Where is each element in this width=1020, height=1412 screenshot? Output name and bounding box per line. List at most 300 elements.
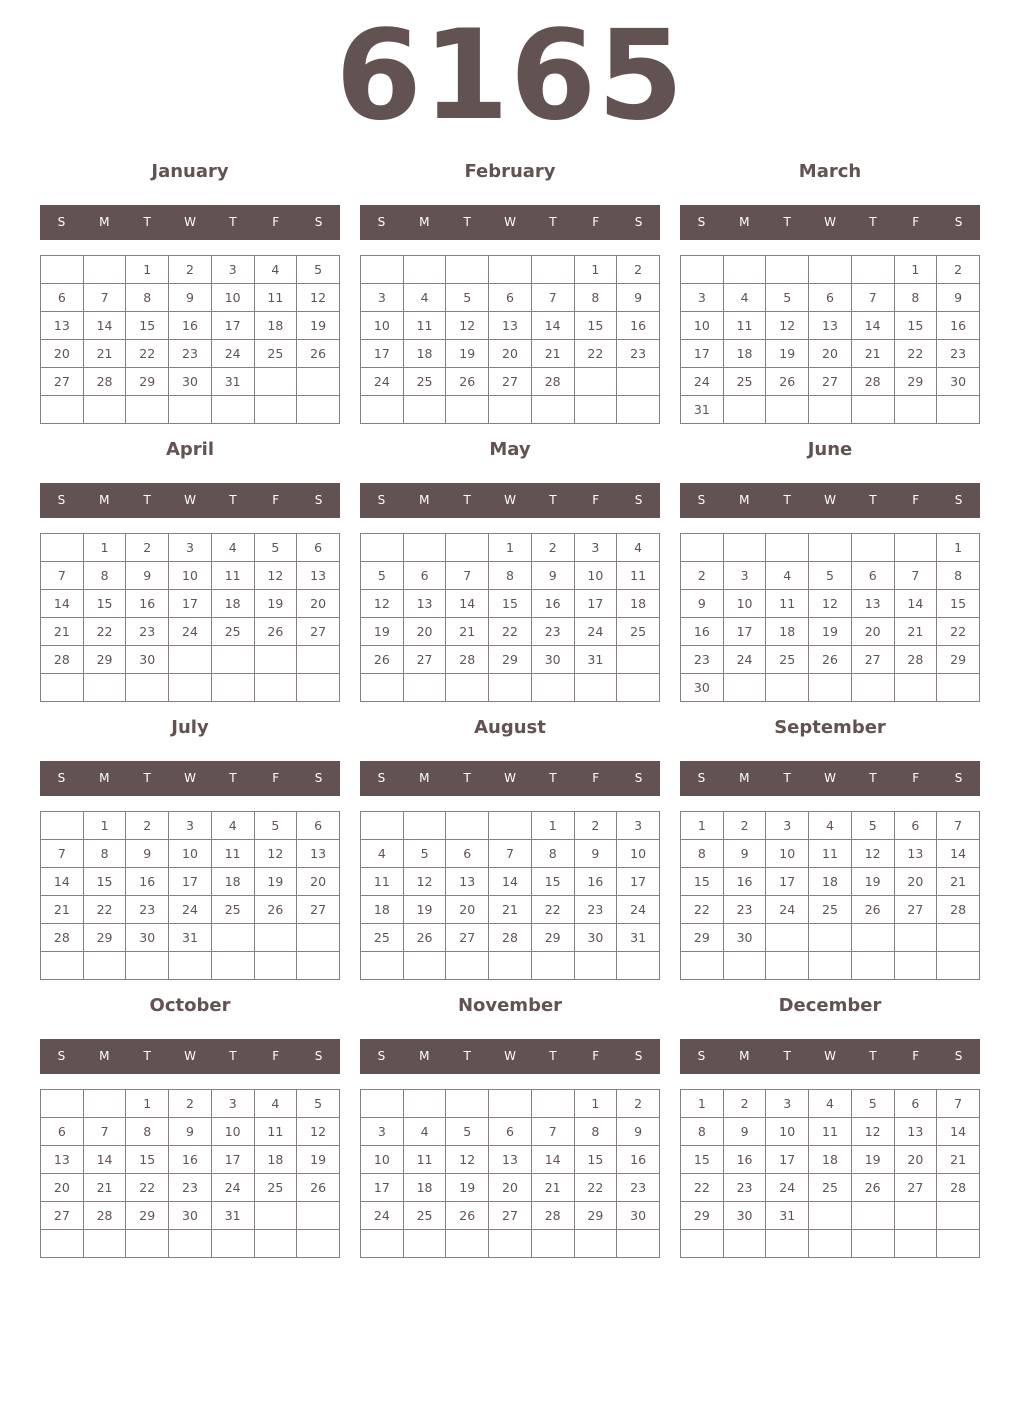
week-row: [361, 812, 660, 840]
day-cell: 1: [681, 1090, 724, 1118]
day-cell: 20: [894, 1146, 937, 1174]
day-cell: 4: [403, 1118, 446, 1146]
weekday-label: W: [504, 493, 516, 507]
day-cell: 12: [403, 868, 446, 896]
day-cell: 17: [169, 590, 212, 618]
day-cell: 10: [169, 840, 212, 868]
week-row: [361, 1118, 660, 1146]
day-cell: 14: [894, 590, 937, 618]
empty-day-cell: [894, 1202, 937, 1230]
day-cell: 5: [297, 1090, 340, 1118]
day-cell: 28: [41, 646, 84, 674]
day-cell: 22: [489, 618, 532, 646]
empty-day-cell: [937, 1230, 980, 1258]
week-row: [681, 1146, 980, 1174]
day-cell: 12: [851, 840, 894, 868]
weekday-label: M: [739, 215, 750, 229]
day-cell: 24: [723, 646, 766, 674]
day-cell: 29: [574, 1202, 617, 1230]
week-row: [41, 562, 340, 590]
day-cell: 25: [723, 368, 766, 396]
weekday-label: S: [377, 215, 386, 229]
day-cell: 26: [766, 368, 809, 396]
day-cell: 21: [937, 1146, 980, 1174]
day-cell: 18: [723, 340, 766, 368]
weekday-header: [360, 205, 660, 240]
day-cell: 23: [169, 1174, 212, 1202]
day-cell: 9: [681, 590, 724, 618]
day-cell: 12: [297, 1118, 340, 1146]
day-cell: 27: [41, 1202, 84, 1230]
week-row: [41, 812, 340, 840]
day-cell: 27: [446, 924, 489, 952]
day-cell: 29: [937, 646, 980, 674]
week-row: [681, 840, 980, 868]
day-cell: 2: [126, 534, 169, 562]
day-cell: 23: [617, 340, 660, 368]
weekday-label: F: [272, 493, 280, 507]
weekday-header: [680, 483, 980, 518]
day-cell: 4: [766, 562, 809, 590]
empty-day-cell: [894, 952, 937, 980]
day-grid: [360, 1089, 660, 1258]
empty-day-cell: [169, 674, 212, 702]
week-row: [681, 1230, 980, 1258]
day-cell: 23: [723, 896, 766, 924]
day-cell: 16: [169, 1146, 212, 1174]
empty-day-cell: [446, 534, 489, 562]
week-row: [41, 618, 340, 646]
day-cell: 19: [403, 896, 446, 924]
day-cell: 16: [126, 590, 169, 618]
weekday-label: F: [912, 215, 920, 229]
day-cell: 13: [297, 562, 340, 590]
day-cell: 25: [361, 924, 404, 952]
weekday-label: M: [739, 771, 750, 785]
empty-day-cell: [254, 1202, 297, 1230]
weekday-label: W: [184, 215, 196, 229]
day-cell: 12: [254, 840, 297, 868]
day-cell: 11: [211, 840, 254, 868]
day-cell: 16: [723, 1146, 766, 1174]
empty-day-cell: [211, 952, 254, 980]
day-cell: 2: [937, 256, 980, 284]
empty-day-cell: [489, 674, 532, 702]
empty-day-cell: [361, 396, 404, 424]
week-row: [41, 1174, 340, 1202]
day-cell: 20: [446, 896, 489, 924]
day-cell: 23: [126, 896, 169, 924]
weekday-label: M: [99, 771, 110, 785]
day-cell: 28: [851, 368, 894, 396]
day-cell: 23: [617, 1174, 660, 1202]
empty-day-cell: [766, 256, 809, 284]
empty-day-cell: [851, 1230, 894, 1258]
empty-day-cell: [617, 674, 660, 702]
weekday-label: T: [549, 1049, 557, 1063]
month-name: March: [798, 161, 862, 182]
day-cell: 15: [574, 312, 617, 340]
day-cell: 29: [681, 924, 724, 952]
day-cell: 2: [169, 1090, 212, 1118]
empty-day-cell: [574, 368, 617, 396]
day-cell: 22: [894, 340, 937, 368]
day-cell: 28: [531, 368, 574, 396]
day-cell: 19: [297, 312, 340, 340]
day-cell: 27: [809, 368, 852, 396]
day-cell: 5: [851, 812, 894, 840]
empty-day-cell: [446, 952, 489, 980]
empty-day-cell: [446, 674, 489, 702]
day-cell: 1: [83, 534, 126, 562]
day-cell: 21: [446, 618, 489, 646]
day-cell: 12: [446, 312, 489, 340]
empty-day-cell: [681, 256, 724, 284]
day-cell: 20: [489, 340, 532, 368]
weekday-label: W: [184, 493, 196, 507]
day-cell: 19: [446, 340, 489, 368]
day-cell: 5: [446, 284, 489, 312]
day-cell: 22: [574, 1174, 617, 1202]
day-cell: 28: [489, 924, 532, 952]
day-cell: 6: [297, 812, 340, 840]
weekday-label: S: [634, 771, 643, 785]
day-cell: 13: [41, 1146, 84, 1174]
day-cell: 22: [531, 896, 574, 924]
day-cell: 15: [126, 1146, 169, 1174]
day-cell: 8: [681, 1118, 724, 1146]
weekday-label: M: [419, 493, 430, 507]
day-cell: 23: [681, 646, 724, 674]
weekday-label: S: [314, 1049, 323, 1063]
day-cell: 23: [169, 340, 212, 368]
week-row: [681, 812, 980, 840]
week-row: [681, 618, 980, 646]
month-name: August: [474, 717, 546, 738]
day-cell: 3: [766, 812, 809, 840]
day-cell: 10: [361, 1146, 404, 1174]
weekday-label: W: [504, 1049, 516, 1063]
weekday-label: T: [783, 493, 791, 507]
weekday-label: W: [824, 493, 836, 507]
weekday-label: F: [912, 493, 920, 507]
day-cell: 8: [894, 284, 937, 312]
empty-day-cell: [403, 1090, 446, 1118]
empty-day-cell: [41, 674, 84, 702]
day-cell: 10: [766, 1118, 809, 1146]
day-cell: 27: [297, 896, 340, 924]
week-row: [361, 312, 660, 340]
day-cell: 30: [169, 368, 212, 396]
week-row: [681, 1090, 980, 1118]
day-cell: 27: [489, 1202, 532, 1230]
day-cell: 6: [851, 562, 894, 590]
week-row: [681, 312, 980, 340]
day-cell: 4: [211, 534, 254, 562]
empty-day-cell: [83, 1090, 126, 1118]
month-name: September: [774, 717, 886, 738]
weekday-label: F: [592, 1049, 600, 1063]
day-cell: 11: [361, 868, 404, 896]
empty-day-cell: [446, 812, 489, 840]
weekday-label: S: [634, 493, 643, 507]
day-cell: 6: [894, 1090, 937, 1118]
empty-day-cell: [403, 1230, 446, 1258]
weekday-label: T: [143, 215, 151, 229]
day-cell: 29: [126, 1202, 169, 1230]
week-row: [361, 256, 660, 284]
empty-day-cell: [297, 396, 340, 424]
day-cell: 22: [681, 1174, 724, 1202]
day-grid: [40, 255, 340, 424]
empty-day-cell: [809, 674, 852, 702]
day-cell: 23: [126, 618, 169, 646]
empty-day-cell: [851, 534, 894, 562]
day-cell: 2: [617, 256, 660, 284]
day-cell: 31: [169, 924, 212, 952]
weekday-label: F: [592, 771, 600, 785]
empty-day-cell: [41, 396, 84, 424]
day-cell: 15: [574, 1146, 617, 1174]
weekday-label: S: [697, 1049, 706, 1063]
day-cell: 24: [169, 618, 212, 646]
day-cell: 20: [297, 590, 340, 618]
empty-day-cell: [126, 674, 169, 702]
day-cell: 21: [851, 340, 894, 368]
month-name: February: [464, 161, 556, 182]
weekday-label: M: [739, 493, 750, 507]
week-row: [41, 924, 340, 952]
day-cell: 13: [489, 312, 532, 340]
day-cell: 26: [361, 646, 404, 674]
day-cell: 17: [169, 868, 212, 896]
day-cell: 25: [403, 1202, 446, 1230]
week-row: [361, 534, 660, 562]
week-row: [41, 1146, 340, 1174]
day-cell: 10: [361, 312, 404, 340]
day-cell: 13: [809, 312, 852, 340]
week-row: [361, 284, 660, 312]
month-name: December: [778, 995, 882, 1016]
empty-day-cell: [894, 534, 937, 562]
day-cell: 9: [937, 284, 980, 312]
empty-day-cell: [403, 812, 446, 840]
day-cell: 15: [681, 1146, 724, 1174]
day-cell: 5: [809, 562, 852, 590]
day-cell: 28: [937, 1174, 980, 1202]
week-row: [361, 896, 660, 924]
week-row: [361, 1202, 660, 1230]
day-cell: 7: [851, 284, 894, 312]
empty-day-cell: [766, 674, 809, 702]
day-cell: 5: [297, 256, 340, 284]
week-row: [361, 646, 660, 674]
day-cell: 6: [41, 284, 84, 312]
day-cell: 1: [126, 256, 169, 284]
day-cell: 5: [361, 562, 404, 590]
day-cell: 10: [723, 590, 766, 618]
empty-day-cell: [617, 396, 660, 424]
day-cell: 7: [83, 284, 126, 312]
empty-day-cell: [574, 674, 617, 702]
empty-day-cell: [574, 952, 617, 980]
day-cell: 30: [126, 646, 169, 674]
empty-day-cell: [723, 1230, 766, 1258]
empty-day-cell: [211, 924, 254, 952]
empty-day-cell: [489, 1090, 532, 1118]
day-cell: 11: [403, 312, 446, 340]
day-cell: 25: [809, 1174, 852, 1202]
day-cell: 20: [403, 618, 446, 646]
day-cell: 7: [894, 562, 937, 590]
weekday-label: F: [592, 493, 600, 507]
day-cell: 31: [211, 368, 254, 396]
day-cell: 22: [126, 340, 169, 368]
day-cell: 4: [403, 284, 446, 312]
day-cell: 8: [531, 840, 574, 868]
day-cell: 4: [361, 840, 404, 868]
day-cell: 11: [211, 562, 254, 590]
day-cell: 7: [531, 1118, 574, 1146]
day-cell: 19: [446, 1174, 489, 1202]
weekday-label: S: [634, 215, 643, 229]
day-cell: 16: [574, 868, 617, 896]
empty-day-cell: [617, 368, 660, 396]
weekday-label: T: [463, 771, 471, 785]
day-cell: 15: [937, 590, 980, 618]
day-cell: 5: [851, 1090, 894, 1118]
empty-day-cell: [446, 1090, 489, 1118]
day-cell: 24: [766, 896, 809, 924]
week-row: [361, 1230, 660, 1258]
empty-day-cell: [723, 674, 766, 702]
empty-day-cell: [211, 1230, 254, 1258]
empty-day-cell: [297, 952, 340, 980]
weekday-header: [40, 483, 340, 518]
day-cell: 17: [617, 868, 660, 896]
empty-day-cell: [851, 952, 894, 980]
weekday-label: S: [697, 493, 706, 507]
week-row: [681, 396, 980, 424]
empty-day-cell: [531, 674, 574, 702]
day-cell: 26: [297, 340, 340, 368]
empty-day-cell: [297, 1202, 340, 1230]
day-cell: 22: [83, 618, 126, 646]
empty-day-cell: [446, 1230, 489, 1258]
weekday-label: S: [57, 1049, 66, 1063]
day-cell: 24: [574, 618, 617, 646]
day-cell: 8: [83, 562, 126, 590]
empty-day-cell: [766, 396, 809, 424]
empty-day-cell: [41, 534, 84, 562]
day-cell: 6: [894, 812, 937, 840]
weekday-label: T: [549, 493, 557, 507]
weekday-label: T: [463, 493, 471, 507]
weekday-label: F: [272, 215, 280, 229]
weekday-label: W: [504, 771, 516, 785]
week-row: [41, 1090, 340, 1118]
empty-day-cell: [617, 646, 660, 674]
week-row: [361, 1090, 660, 1118]
empty-day-cell: [446, 256, 489, 284]
day-cell: 23: [574, 896, 617, 924]
weekday-label: S: [57, 493, 66, 507]
empty-day-cell: [531, 1230, 574, 1258]
month-name: July: [171, 717, 209, 738]
year-title: 6165: [335, 4, 685, 148]
day-cell: 3: [617, 812, 660, 840]
day-cell: 17: [211, 312, 254, 340]
week-row: [41, 396, 340, 424]
week-row: [361, 340, 660, 368]
empty-day-cell: [254, 924, 297, 952]
empty-day-cell: [489, 952, 532, 980]
day-cell: 20: [894, 868, 937, 896]
empty-day-cell: [361, 1090, 404, 1118]
day-cell: 14: [937, 840, 980, 868]
day-cell: 4: [254, 1090, 297, 1118]
weekday-label: S: [57, 771, 66, 785]
day-cell: 13: [894, 840, 937, 868]
week-row: [681, 1118, 980, 1146]
empty-day-cell: [297, 646, 340, 674]
day-cell: 14: [446, 590, 489, 618]
week-row: [41, 256, 340, 284]
day-cell: 15: [489, 590, 532, 618]
week-row: [681, 646, 980, 674]
day-cell: 4: [809, 1090, 852, 1118]
day-cell: 28: [937, 896, 980, 924]
day-cell: 10: [574, 562, 617, 590]
day-cell: 6: [41, 1118, 84, 1146]
weekday-label: W: [184, 771, 196, 785]
empty-day-cell: [809, 256, 852, 284]
week-row: [41, 868, 340, 896]
day-cell: 2: [169, 256, 212, 284]
day-cell: 3: [361, 1118, 404, 1146]
day-cell: 11: [809, 1118, 852, 1146]
empty-day-cell: [809, 924, 852, 952]
week-row: [681, 562, 980, 590]
day-cell: 16: [617, 1146, 660, 1174]
empty-day-cell: [211, 646, 254, 674]
day-cell: 3: [723, 562, 766, 590]
empty-day-cell: [937, 952, 980, 980]
empty-day-cell: [489, 396, 532, 424]
weekday-label: T: [463, 1049, 471, 1063]
day-cell: 14: [83, 312, 126, 340]
empty-day-cell: [403, 952, 446, 980]
day-cell: 17: [766, 868, 809, 896]
day-cell: 3: [211, 256, 254, 284]
week-row: [361, 840, 660, 868]
weekday-label: S: [377, 771, 386, 785]
day-cell: 5: [403, 840, 446, 868]
day-cell: 13: [41, 312, 84, 340]
day-cell: 28: [83, 1202, 126, 1230]
day-cell: 13: [297, 840, 340, 868]
day-grid: [680, 255, 980, 424]
empty-day-cell: [894, 1230, 937, 1258]
day-cell: 21: [531, 1174, 574, 1202]
week-row: [41, 368, 340, 396]
day-cell: 17: [681, 340, 724, 368]
day-cell: 23: [937, 340, 980, 368]
day-cell: 9: [531, 562, 574, 590]
day-cell: 31: [574, 646, 617, 674]
empty-day-cell: [254, 646, 297, 674]
weekday-label: M: [99, 1049, 110, 1063]
